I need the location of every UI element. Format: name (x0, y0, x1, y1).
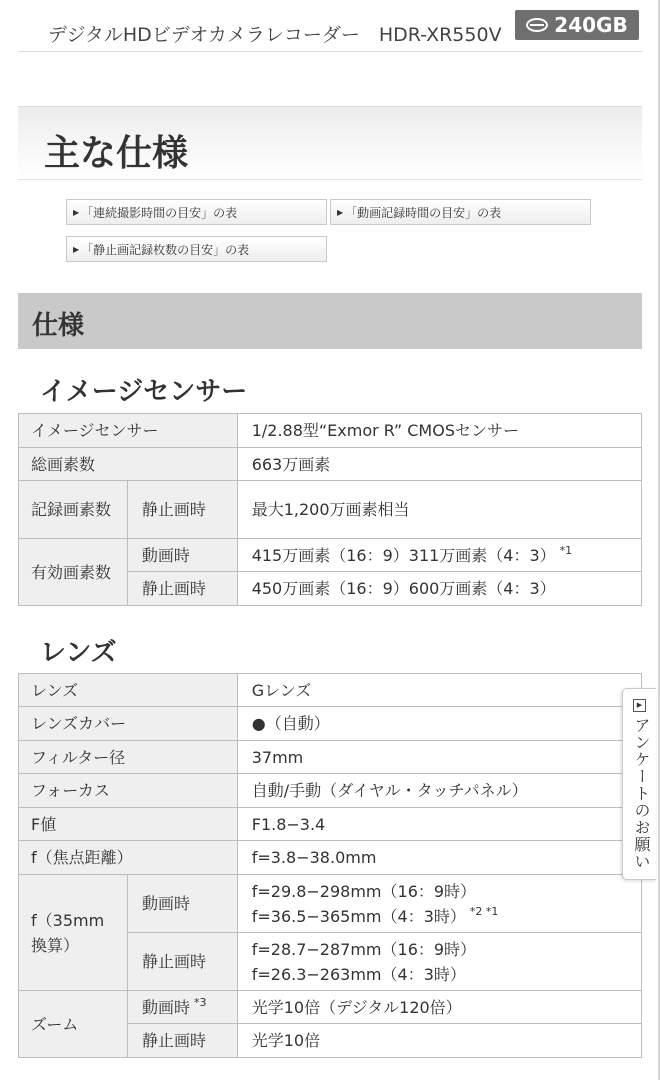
link-continuous-shooting-time[interactable]: ▶ 「連続撮影時間の目安」の表 (66, 199, 327, 225)
lens-heading: レンズ (40, 638, 117, 668)
lens-table (18, 673, 642, 1058)
triangle-right-icon: ▶ (73, 207, 80, 217)
row-sublabel: 静止画時 (127, 1024, 237, 1058)
capacity-badge (515, 10, 639, 40)
row-value: 最大1,200万画素相当 (237, 481, 641, 539)
page-title-bar (18, 106, 642, 180)
image-sensor-table (18, 413, 642, 606)
row-sublabel: 動画時 (127, 539, 237, 572)
link-movie-recording-time[interactable]: ▶ 「動画記録時間の目安」の表 (330, 199, 591, 225)
survey-label: アンケートのお願い (632, 717, 651, 870)
section-bar (18, 293, 642, 349)
table-row (19, 841, 642, 875)
play-arrow-icon: ▶ (633, 699, 646, 712)
row-value: 450万画素（16：9）600万画素（4：3） (237, 572, 641, 606)
image-sensor-heading: イメージセンサー (40, 377, 248, 407)
footnote-mark: *1 (559, 544, 573, 558)
table-row (19, 674, 642, 707)
row-label: f（35mm換算） (19, 875, 128, 991)
row-sublabel: 静止画時 (127, 481, 237, 539)
row-label: 有効画素数 (19, 539, 128, 606)
row-label: イメージセンサー (19, 414, 238, 448)
link-still-image-count[interactable]: ▶ 「静止画記録枚数の目安」の表 (66, 236, 327, 262)
capacity-label: 240GB (554, 13, 628, 37)
row-label: 総画素数 (19, 448, 238, 481)
row-label: レンズ (19, 674, 238, 707)
row-label: レンズカバー (19, 707, 238, 741)
table-row (19, 741, 642, 774)
row-value: f=28.7−287mm（16：9時） f=26.3−263mm（4：3時） (237, 933, 641, 991)
footnote-mark: *3 (193, 996, 207, 1010)
row-sublabel: 動画時 (127, 875, 237, 933)
row-label: f（焦点距離） (19, 841, 238, 875)
table-row (19, 991, 642, 1024)
row-value: 415万画素（16：9）311万画素（4：3） $^{*1}$ (237, 539, 641, 572)
row-label: フォーカス (19, 774, 238, 808)
row-value: 1/2.88型“Exmor R” CMOSセンサー (237, 414, 641, 448)
table-row (19, 539, 642, 572)
row-value: f=3.8−38.0mm (237, 841, 641, 875)
row-value: Gレンズ (237, 674, 641, 707)
row-label: F値 (19, 808, 238, 841)
row-sublabel: 動画時 $^{*3}$ (127, 991, 237, 1024)
table-row (19, 481, 642, 539)
triangle-right-icon: ▶ (337, 207, 344, 217)
product-header (18, 0, 642, 52)
row-value: 37mm (237, 741, 641, 774)
row-label: ズーム (19, 991, 128, 1058)
product-name: デジタルHDビデオカメラレコーダー HDR-XR550V (48, 24, 502, 46)
survey-tab[interactable] (622, 688, 656, 880)
hard-disk-icon (526, 18, 548, 32)
row-value: 663万画素 (237, 448, 641, 481)
row-label: 記録画素数 (19, 481, 128, 539)
triangle-right-icon: ▶ (73, 244, 80, 254)
row-value: 光学10倍 (237, 1024, 641, 1058)
row-value: f=29.8−298mm（16：9時） f=36.5−365mm（4：3時） $^{*2 *1}$ (237, 875, 641, 933)
table-row (19, 774, 642, 808)
row-value: ●（自動） (237, 707, 641, 741)
table-row (19, 808, 642, 841)
section-title: 仕様 (32, 311, 85, 341)
table-row (19, 414, 642, 448)
page-title: 主な仕様 (44, 132, 189, 174)
table-row (19, 875, 642, 933)
row-label: フィルター径 (19, 741, 238, 774)
table-row (19, 707, 642, 741)
row-sublabel: 静止画時 (127, 572, 237, 606)
row-value: 自動/手動（ダイヤル・タッチパネル） (237, 774, 641, 808)
footnote-mark: *2 *1 (469, 905, 499, 919)
table-row (19, 448, 642, 481)
row-value: 光学10倍（デジタル120倍） (237, 991, 641, 1024)
row-value: F1.8−3.4 (237, 808, 641, 841)
row-sublabel: 静止画時 (127, 933, 237, 991)
